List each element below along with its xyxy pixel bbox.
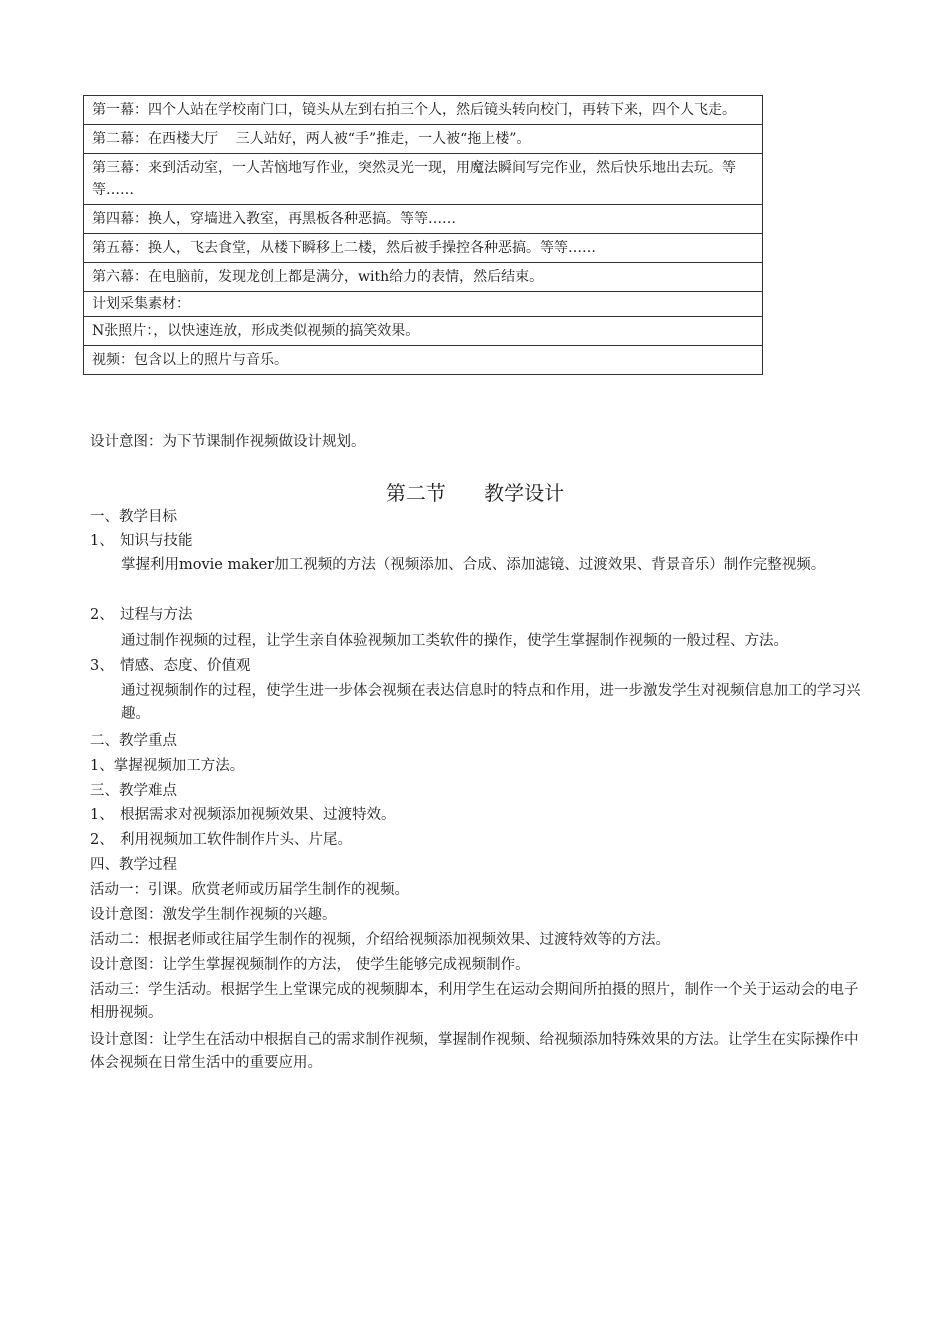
goal-2-title [90,604,193,627]
list-number: 1、 [90,807,114,823]
difficult-text: 利用视频加工软件制作片头、片尾。 [120,832,352,848]
activity-3: 活动三：学生活动。根据学生上堂课完成的视频脚本，利用学生在运动会期间所拍摄的照片，制作一个关于运动会的电子相册视频。 [90,982,859,1021]
difficult-point-2 [90,829,352,852]
table-row [84,96,763,125]
design-intent-text: 设计意图：为下节课制作视频做设计规划。 [90,434,366,450]
design-intent-activity-3: 设计意图：让学生在活动中根据自己的需求制作视频，掌握制作视频、给视频添加特殊效果的方法。让学生在实际操作中体会视频在日常生活中的重要应用。 [90,1032,859,1071]
table-cell: N张照片：，以快速连放，形成类似视频的搞笑效果。 [84,317,763,346]
section-title-text: 第二节 教学设计 [385,481,565,505]
table-row [84,292,763,317]
table-row [84,154,763,205]
table-cell: 第二幕：在西楼大厅 三人站好，两人被“手”推走，一人被“拖上楼”。 [84,125,763,154]
scene-script-table [83,95,763,375]
table-row [84,346,763,375]
goal-3-body: 通过视频制作的过程，使学生进一步体会视频在表达信息时的特点和作用，进一步激发学生对视频信息加工的学习兴趣。 [121,683,861,722]
table-cell: 第一幕：四个人站在学校南门口，镜头从左到右拍三个人，然后镜头转向校门，再转下来，四个人飞走。 [84,96,763,125]
difficult-text: 根据需求对视频添加视频效果、过渡特效。 [120,807,396,823]
goal-2-body: 通过制作视频的过程，让学生亲自体验视频加工类软件的操作，使学生掌握制作视频的一般过程、方法。 [121,633,788,649]
process-heading: 四、教学过程 [90,857,177,873]
list-number: 1、 [90,533,114,549]
section-title [0,480,950,506]
design-intent-activity-1: 设计意图：激发学生制作视频的兴趣。 [90,907,337,923]
table-row [84,234,763,263]
table-cell: 视频：包含以上的照片与音乐。 [84,346,763,375]
goal-3-title [90,655,251,678]
goal-title: 情感、态度、价值观 [120,658,251,674]
table-row [84,317,763,346]
difficult-point-1 [90,804,396,827]
goal-title: 过程与方法 [120,607,193,623]
table-row [84,205,763,234]
table-cell: 第六幕：在电脑前，发现龙创上都是满分，with给力的表情，然后结束。 [84,263,763,292]
table-row [84,125,763,154]
goal-1-title [90,530,193,553]
table-cell: 第三幕：来到活动室，一人苦恼地写作业，突然灵光一现，用魔法瞬间写完作业，然后快乐地出去玩。等等…… [84,154,763,205]
design-intent-activity-2: 设计意图：让学生掌握视频制作的方法， 使学生能够完成视频制作。 [90,957,530,973]
key-heading: 二、教学重点 [90,733,177,749]
goals-heading: 一、教学目标 [90,509,177,525]
table-cell: 计划采集素材： [84,292,763,317]
activity-2: 活动二：根据老师或往届学生制作的视频，介绍给视频添加视频效果、过渡特效等的方法。 [90,932,670,948]
list-number: 2、 [90,607,114,623]
list-number: 3、 [90,658,114,674]
table-cell: 第五幕：换人，飞去食堂，从楼下瞬移上二楼，然后被手操控各种恶搞。等等…… [84,234,763,263]
activity-1: 活动一：引课。欣赏老师或历届学生制作的视频。 [90,882,409,898]
table-cell: 第四幕：换人，穿墙进入教室，再黑板各种恶搞。等等…… [84,205,763,234]
goal-1-body: 掌握利用movie maker加工视频的方法（视频添加、合成、添加滤镜、过渡效果、背景音乐）制作完整视频。 [121,557,826,573]
key-point-1: 1、掌握视频加工方法。 [90,758,245,774]
list-number: 2、 [90,832,114,848]
goal-title: 知识与技能 [120,533,193,549]
table-row [84,263,763,292]
difficult-heading: 三、教学难点 [90,783,177,799]
